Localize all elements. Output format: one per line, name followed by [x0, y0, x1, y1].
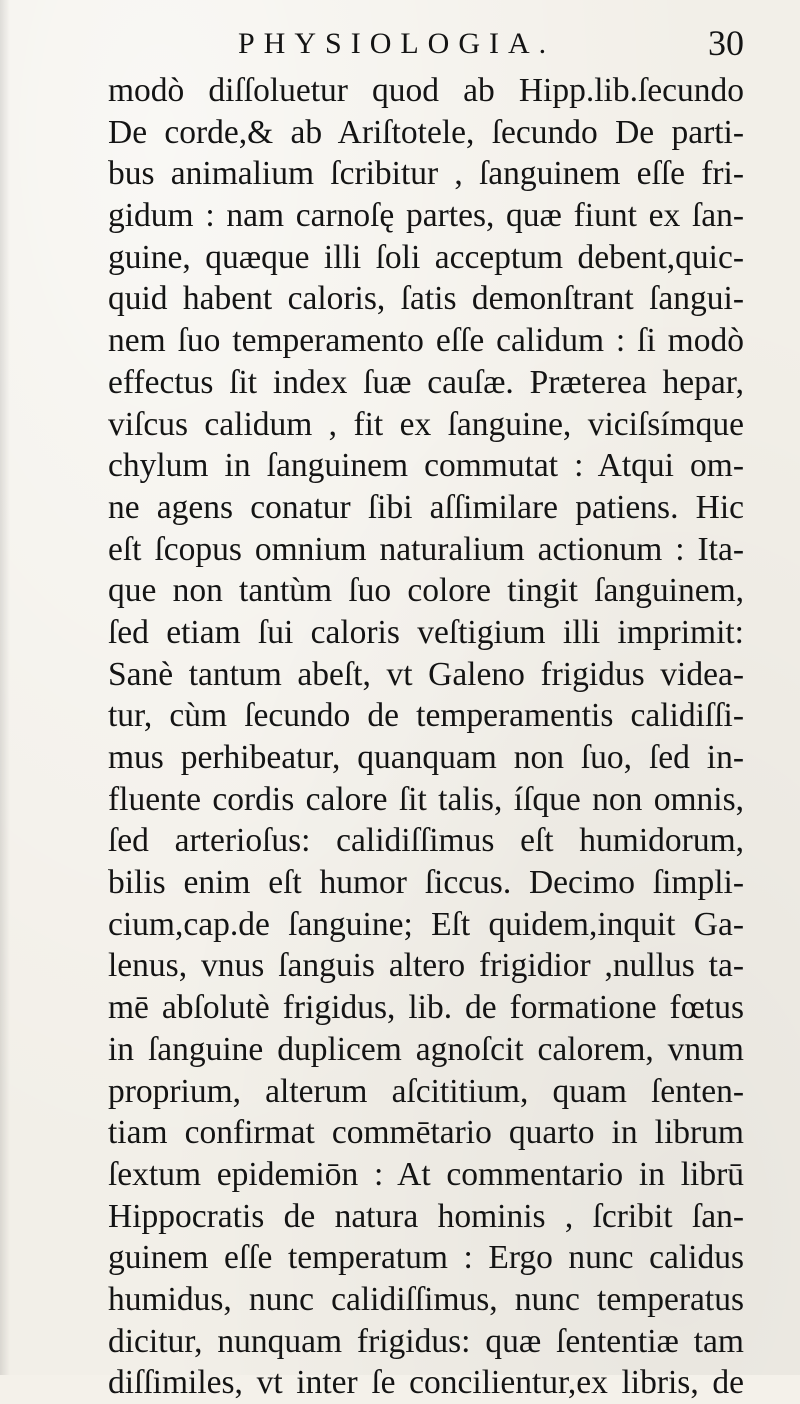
text-line: mē abſolutè frigidus, lib. de formatione fœtus [108, 989, 744, 1027]
text-line: proprium, alterum aſcititium, quam ſenten- [108, 1072, 744, 1110]
text-line: dicitur, nunquam frigidus: quæ ſententiæ tam [108, 1322, 744, 1360]
text-line: effectus ſit index ſuæ cauſæ. Præterea hepar, [108, 363, 744, 401]
text-line: Hippocratis de natura hominis , ſcribit ſan- [108, 1197, 744, 1235]
text-line: diſſimiles, vt inter ſe concilientur,ex libris, de [108, 1364, 744, 1402]
text-line: viſcus calidum , fit ex ſanguine, viciſsímque [108, 405, 744, 443]
text-line: quid habent caloris, ſatis demonſtrant ſangui- [108, 280, 744, 318]
text-line: in ſanguine duplicem agnoſcit calorem, vnum [108, 1030, 744, 1068]
text-line: tur, cùm ſecundo de temperamentis calidiſſi- [108, 697, 744, 735]
text-line: guinem eſſe temperatum : Ergo nunc calidus [108, 1239, 744, 1277]
text-line: bus animalium ſcribitur , ſanguinem eſſe fri- [108, 155, 744, 193]
text-line: humidus, nunc calidiſſimus, nunc temperatus [108, 1280, 744, 1318]
text-line: eſt ſcopus omnium naturalium actionum : Ita- [108, 530, 744, 568]
text-line: ſed arterioſus: calidiſſimus eſt humidorum, [108, 822, 744, 860]
running-head: PHYSIOLOGIA. [238, 27, 556, 60]
text-line: guine, quæque illi ſoli acceptum debent,quic- [108, 238, 744, 276]
text-line: ſed etiam ſui caloris veſtigium illi imprimit: [108, 613, 744, 651]
text-line: ne agens conatur ſibi aſſimilare patiens. Hic [108, 488, 744, 526]
body-text [108, 70, 744, 1404]
text-line: que non tantùm ſuo colore tingit ſanguinem, [108, 572, 744, 610]
text-line: ſextum epidemiōn : At commentario in librū [108, 1155, 744, 1193]
text-line: bilis enim eſt humor ſiccus. Decimo ſimpli- [108, 864, 744, 902]
text-line: lenus, vnus ſanguis altero frigidior ,nullus ta- [108, 947, 744, 985]
text-line: gidum : nam carnoſę partes, quæ fiunt ex ſan- [108, 197, 744, 235]
text-line: mus perhibeatur, quanquam non ſuo, ſed in- [108, 739, 744, 776]
text-line: tiam confirmat commētario quarto in librum [108, 1114, 744, 1152]
page-number: 30 [708, 23, 744, 63]
text-line: De corde,& ab Ariſtotele, ſecundo De parti- [108, 113, 744, 151]
page-header [108, 22, 744, 66]
page-gutter-shadow [0, 0, 10, 1375]
text-line: fluente cordis calore ſit talis, íſque non omnis, [108, 780, 744, 818]
text-line: Sanè tantum abeſt, vt Galeno frigidus videa- [108, 655, 744, 693]
text-line: modò diſſoluetur quod ab Hipp.lib.ſecundo [108, 72, 744, 109]
text-line: nem ſuo temperamento eſſe calidum : ſi modò [108, 322, 744, 360]
text-line: chylum in ſanguinem commutat : Atqui om- [108, 447, 744, 485]
text-line: cium,cap.de ſanguine; Eſt quidem,inquit Ga- [108, 905, 744, 943]
